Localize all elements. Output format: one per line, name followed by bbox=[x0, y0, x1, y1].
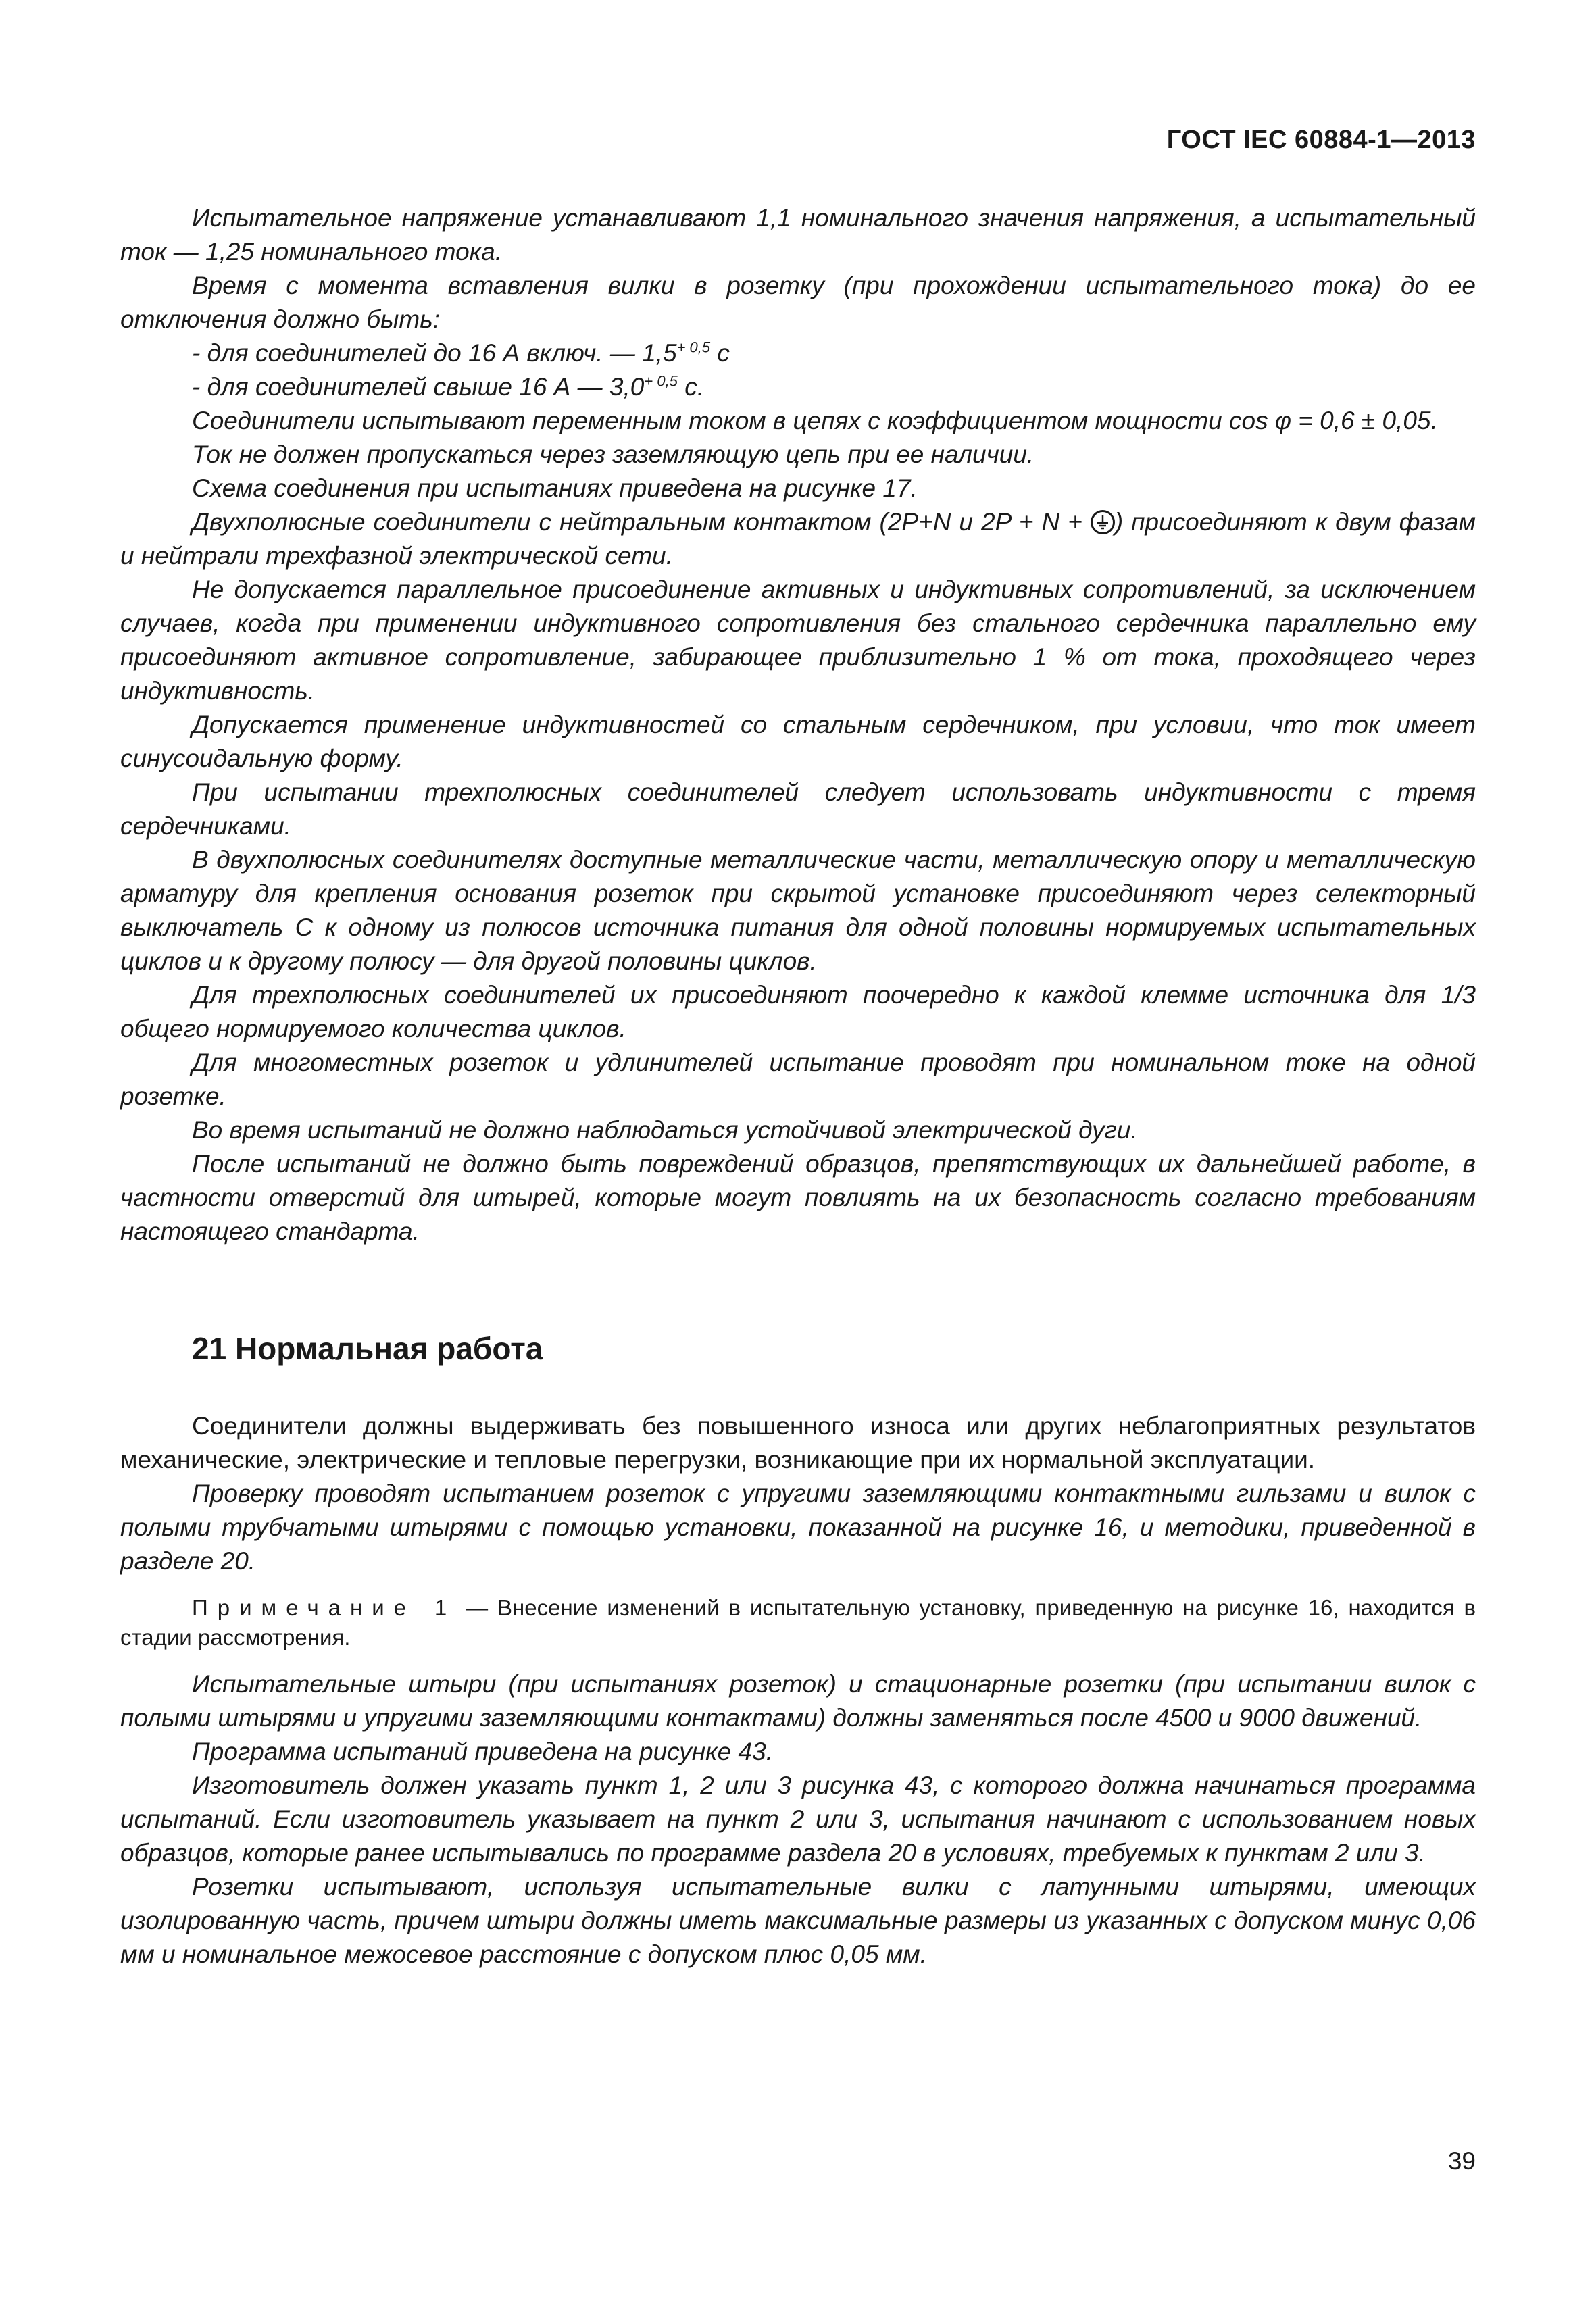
paragraph: В двухполюсных соединителях доступные металлические части, металлическую опору и металлическую арматуру для крепления основания розеток при скрытой установке присоединяют через селекторный выключатель С к одному из полюсов источника питания для одной половины нормируемых испытательных циклов и к другому полюсу — для другой половины циклов. bbox=[120, 846, 1476, 975]
paragraph: Ток не должен пропускаться через заземляющую цепь при ее наличии. bbox=[192, 441, 1034, 468]
paragraph: При испытании трехполюсных соединителей следует использовать индуктивности с тремя сердечниками. bbox=[120, 778, 1476, 840]
paragraph: Для трехполюсных соединителей их присоединяют поочередно к каждой клемме источника для 1/3 общего нормируемого количества циклов. bbox=[120, 981, 1476, 1042]
paragraph: Для многоместных розеток и удлинителей испытание проводят при номинальном токе на одной розетке. bbox=[120, 1049, 1476, 1110]
paragraph: После испытаний не должно быть повреждений образцов, препятствующих их дальнейшей работе, в частности отверстий для штырей, которые могут повлиять на их безопасность согласно требованиям настоящего стандарта. bbox=[120, 1150, 1476, 1245]
duration-over-16a: - для соединителей свыше 16 А — 3,0 bbox=[192, 373, 645, 401]
paragraph: Соединители должны выдерживать без повышенного износа или других неблагоприятных результатов механические, электрические и тепловые перегрузки, возникающие при их нормальной эксплуатации. bbox=[120, 1412, 1476, 1474]
unit: с. bbox=[677, 373, 704, 401]
note-label: Примечание 1 bbox=[192, 1595, 457, 1620]
note-text: — Внесение изменений в испытательную установку, приведенную на рисунке 16, находится в стадии рассмотрения. bbox=[120, 1595, 1476, 1650]
paragraph: Соединители испытывают переменным током в цепях с коэффициентом мощности cos φ = 0,6 ± 0,05. bbox=[192, 407, 1438, 434]
paragraph: Допускается применение индуктивностей со стальным сердечником, при условии, что ток имеет синусоидальную форму. bbox=[120, 711, 1476, 772]
paragraph: Изготовитель должен указать пункт 1, 2 или 3 рисунка 43, с которого должна начинаться программа испытаний. Если изготовитель указывает на пункт 2 или 3, испытания начинают с использованием новых образцов, которые ранее испытывались по программе раздела 20 в условиях, требуемых к пунктам 2 или 3. bbox=[120, 1771, 1476, 1867]
paragraph-text: Двухполюсные соединители с нейтральным контактом (2P+N и 2P + N + bbox=[192, 508, 1091, 536]
paragraph: Время с момента вставления вилки в розетку (при прохождении испытательного тока) до ее отключения должно быть: bbox=[120, 272, 1476, 333]
paragraph: Испытательные штыри (при испытаниях розеток) и стационарные розетки (при испытании вилок с полыми штырями и упругими заземляющими контактами) должны заменяться после 4500 и 9000 движений. bbox=[120, 1670, 1476, 1732]
test-conditions-block bbox=[120, 201, 1476, 1249]
paragraph bbox=[120, 370, 1476, 404]
paragraph: Розетки испытывают, используя испытательные вилки с латунными штырями, имеющих изолированную часть, причем штыри должны иметь максимальные размеры из указанных с допуском минус 0,06 мм и номинальное межосевое расстояние с допуском плюс 0,05 мм. bbox=[120, 1873, 1476, 1968]
paragraph: Проверку проводят испытанием розеток с упругими заземляющими контактными гильзами и вилок с полыми трубчатыми штырями с помощью установки, показанной на рисунке 16, и методики, приведенной в разделе 20. bbox=[120, 1480, 1476, 1575]
paragraph bbox=[120, 505, 1476, 573]
paragraph: Во время испытаний не должно наблюдаться устойчивой электрической дуги. bbox=[192, 1116, 1138, 1144]
section-title: 21 Нормальная работа bbox=[192, 1331, 543, 1366]
tolerance-superscript: + 0,5 bbox=[676, 338, 711, 356]
earth-symbol-icon bbox=[1091, 510, 1115, 534]
paragraph: Схема соединения при испытаниях приведена на рисунке 17. bbox=[192, 474, 918, 502]
section-21-block bbox=[120, 1409, 1476, 1971]
unit: с bbox=[710, 339, 730, 367]
standard-header: ГОСТ IEC 60884-1—2013 bbox=[1166, 126, 1476, 154]
duration-up-to-16a: - для соединителей до 16 А включ. — 1,5 bbox=[192, 339, 677, 367]
paragraph bbox=[120, 336, 1476, 370]
paragraph: Программа испытаний приведена на рисунке 43. bbox=[192, 1738, 773, 1765]
paragraph-text: ) присоединяют к двум фазам и нейтрали трехфазной электрической сети. bbox=[120, 508, 1476, 570]
paragraph: Не допускается параллельное присоединение активных и индуктивных сопротивлений, за исключением случаев, когда при применении индуктивного сопротивления без стального сердечника параллельно ему присоединяют активное сопротивление, забирающее приблизительно 1 % от тока, проходящего через индуктивность. bbox=[120, 576, 1476, 705]
paragraph: Испытательное напряжение устанавливают 1,1 номинального значения напряжения, а испытательный ток — 1,25 номинального тока. bbox=[120, 204, 1476, 266]
tolerance-superscript: + 0,5 bbox=[644, 372, 678, 390]
note bbox=[120, 1593, 1476, 1653]
page-number: 39 bbox=[1447, 2147, 1476, 2175]
